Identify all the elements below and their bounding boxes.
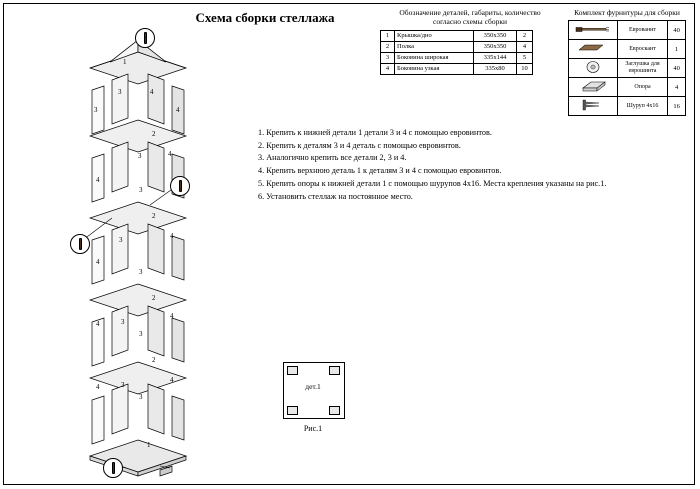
shelf-board-2 — [90, 202, 186, 234]
eurobolt-icon — [79, 238, 82, 250]
spec-cell-name: Боковина узкая — [395, 63, 474, 74]
spec-cell-qty: 5 — [517, 52, 533, 63]
part-label: 4 — [150, 88, 154, 96]
part-label: 4 — [176, 106, 180, 114]
side-panel-wide — [112, 384, 128, 434]
part-label: 4 — [96, 383, 100, 391]
part-label: 4 — [96, 320, 100, 328]
screw-icon — [112, 462, 115, 474]
furniture-qty: 4 — [668, 78, 686, 97]
step-item: 6. Установить стеллаж на постоянное место. — [258, 191, 413, 201]
callout-left-eurobolt — [70, 234, 90, 254]
page-title: Схема сборки стеллажа — [195, 10, 335, 25]
part-label: 2 — [152, 130, 156, 138]
part-label: 4 — [96, 176, 100, 184]
side-panel-narrow — [148, 306, 164, 356]
part-label: 4 — [168, 150, 172, 158]
side-panel-narrow — [148, 384, 164, 434]
part-label: 2 — [152, 356, 156, 364]
furniture-qty: 40 — [668, 21, 686, 40]
spec-cell-qty: 10 — [517, 63, 533, 74]
furniture-name: Евроскант — [617, 40, 667, 59]
part-label: 3 — [118, 88, 122, 96]
side-panel-narrow — [172, 396, 184, 440]
part-label: 4 — [96, 258, 100, 266]
spec-cell-qty: 2 — [517, 30, 533, 41]
step-item: 2. Крепить к деталям 3 и 4 деталь с помощью евровинтов. — [258, 140, 461, 150]
spec-cell-num: 3 — [381, 52, 395, 63]
shelf-board-2 — [90, 120, 186, 152]
furniture-qty: 40 — [668, 59, 686, 78]
part-label: 2 — [152, 294, 156, 302]
spec-cell-name: Крышка/дно — [395, 30, 474, 41]
step-item: 4. Крепить верхнюю деталь 1 к деталям 3 и 4 с помощью евровинтов. — [258, 166, 502, 176]
step-item: 5. Крепить опоры к нижней детали 1 с помощью шурупов 4х16. Места крепления указаны на рис.1. — [258, 178, 607, 188]
figure1-caption: Рис.1 — [303, 424, 323, 433]
spec-cell-size: 335x80 — [474, 63, 517, 74]
side-panel-wide — [112, 306, 128, 356]
spec-heading-line1: Обозначение деталей, габариты, количество — [399, 8, 541, 17]
part-label: 3 — [94, 106, 98, 114]
part-label: 3 — [138, 152, 142, 160]
spec-cell-size: 335x144 — [474, 52, 517, 63]
part-label: 3 — [119, 236, 123, 244]
callout-bottom-screw — [103, 458, 123, 478]
part-label: 4 — [170, 376, 174, 384]
side-panel-wide — [112, 224, 128, 274]
step-item: 3. Аналогично крепить все детали 2, 3 и 4. — [258, 153, 407, 163]
part-label: 1 — [123, 58, 127, 66]
figure1-part-label: дет.1 — [305, 382, 321, 391]
side-panel-narrow — [172, 318, 184, 362]
side-panel-narrow — [148, 74, 164, 124]
spec-heading-line2: согласно схемы сборки — [433, 17, 507, 27]
side-panel-narrow — [148, 142, 164, 192]
part-label: 4 — [170, 312, 174, 320]
side-panel-wide — [92, 396, 104, 444]
spec-cell-name: Полка — [395, 41, 474, 52]
furniture-name: Опора — [617, 78, 667, 97]
eurobolt-icon — [144, 32, 147, 44]
furniture-qty: 1 — [668, 40, 686, 59]
part-label: 3 — [139, 393, 143, 401]
part-label: 2 — [152, 212, 156, 220]
side-panel-wide — [112, 74, 128, 124]
side-panel-wide — [112, 142, 128, 192]
part-label: 3 — [121, 318, 125, 326]
spec-cell-name: Боковина широкая — [395, 52, 474, 63]
spec-cell-size: 350x350 — [474, 41, 517, 52]
furniture-name: Еврованит — [617, 21, 667, 40]
part-label: 3 — [139, 186, 143, 194]
furniture-name: Шуруп 4х16 — [617, 97, 667, 116]
furniture-qty: 16 — [668, 97, 686, 116]
spec-cell-qty: 4 — [517, 41, 533, 52]
spec-cell-size: 350x350 — [474, 30, 517, 41]
callout-mid-eurobolt — [170, 176, 190, 196]
spec-cell-num: 2 — [381, 41, 395, 52]
side-panel-narrow — [172, 236, 184, 280]
part-label: 1 — [147, 441, 151, 449]
side-panel-narrow — [148, 224, 164, 274]
eurobolt-icon — [179, 180, 182, 192]
callout-top-eurobolt — [135, 28, 155, 48]
part-label: 3 — [121, 381, 125, 389]
part-label: 3 — [139, 268, 143, 276]
step-item: 1. Крепить к нижней детали 1 детали 3 и 4 с помощью евровинтов. — [258, 128, 492, 137]
part-label: 3 — [139, 330, 143, 338]
furniture-name: Заглушка для еврошинта — [617, 59, 667, 78]
furniture-heading: Комплект фурнитуры для сборки — [574, 8, 680, 17]
part-label: 4 — [170, 232, 174, 240]
spec-cell-num: 1 — [381, 30, 395, 41]
spec-cell-num: 4 — [381, 63, 395, 74]
top-board-1 — [90, 52, 186, 84]
